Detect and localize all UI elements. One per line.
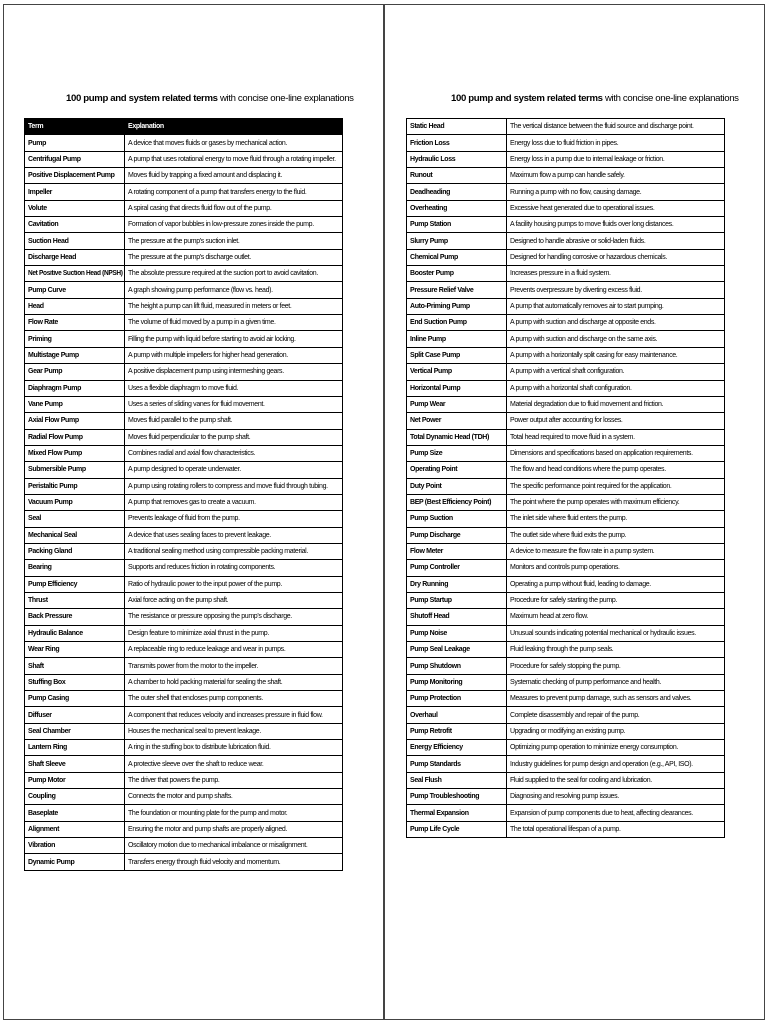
table-row [25,658,343,674]
table-row [407,151,725,167]
explanation-cell: The total operational lifespan of a pump. [507,821,725,837]
explanation-cell: Systematic checking of pump performance and health. [507,674,725,690]
term-cell: Stuffing Box [25,674,125,690]
term-cell: Pump Life Cycle [407,821,507,837]
explanation-cell: Connects the motor and pump shafts. [125,789,343,805]
page-left [3,4,384,1020]
term-cell: Pump Size [407,445,507,461]
table-row [25,298,343,314]
table-row [25,674,343,690]
term-cell: Pump Retrofit [407,723,507,739]
explanation-cell: A pump with multiple impellers for higher head generation. [125,347,343,363]
table-row [25,723,343,739]
table-row [25,396,343,412]
table-row [407,805,725,821]
table-row [407,429,725,445]
table-row [25,805,343,821]
table-row [407,168,725,184]
table-row [25,184,343,200]
explanation-cell: A replaceable ring to reduce leakage and wear in pumps. [125,642,343,658]
term-cell: Hydraulic Balance [25,625,125,641]
term-cell: Peristaltic Pump [25,478,125,494]
table-row [407,217,725,233]
explanation-cell: The resistance or pressure opposing the pump's discharge. [125,609,343,625]
term-cell: Pump Troubleshooting [407,789,507,805]
explanation-cell: A device that moves fluids or gases by mechanical action. [125,135,343,151]
explanation-cell: A protective sleeve over the shaft to reduce wear. [125,756,343,772]
explanation-cell: The height a pump can lift fluid, measured in meters or feet. [125,298,343,314]
page-right [384,4,765,1020]
table-row [407,642,725,658]
term-cell: Diaphragm Pump [25,380,125,396]
term-cell: Runout [407,168,507,184]
table-row [25,854,343,870]
explanation-cell: Ensuring the motor and pump shafts are properly aligned. [125,821,343,837]
header-term: Term [25,119,125,135]
table-row [407,266,725,282]
explanation-cell: Maximum flow a pump can handle safely. [507,168,725,184]
table-row [25,772,343,788]
term-cell: Diffuser [25,707,125,723]
term-cell: Pump Casing [25,691,125,707]
table-row [25,756,343,772]
table-row [407,282,725,298]
term-cell: Pump Efficiency [25,576,125,592]
table-row [25,462,343,478]
page-title-right [451,93,739,104]
explanation-cell: Optimizing pump operation to minimize energy consumption. [507,740,725,756]
explanation-cell: A traditional sealing method using compressible packing material. [125,543,343,559]
explanation-cell: A pump with a horizontally split casing for easy maintenance. [507,347,725,363]
explanation-cell: The inlet side where fluid enters the pump. [507,511,725,527]
table-row [25,642,343,658]
explanation-cell: Running a pump with no flow, causing damage. [507,184,725,200]
table-row [25,217,343,233]
term-cell: Alignment [25,821,125,837]
term-cell: Radial Flow Pump [25,429,125,445]
term-cell: Volute [25,200,125,216]
term-cell: Priming [25,331,125,347]
term-cell: Mechanical Seal [25,527,125,543]
explanation-cell: Measures to prevent pump damage, such as sensors and valves. [507,691,725,707]
term-cell: Seal [25,511,125,527]
table-row [25,838,343,854]
table-row [407,445,725,461]
explanation-cell: Moves fluid perpendicular to the pump shaft. [125,429,343,445]
term-cell: Pump Shutdown [407,658,507,674]
term-cell: Booster Pump [407,266,507,282]
header-explanation: Explanation [125,119,343,135]
explanation-cell: A chamber to hold packing material for sealing the shaft. [125,674,343,690]
explanation-cell: The point where the pump operates with maximum efficiency. [507,494,725,510]
explanation-cell: Designed to handle abrasive or solid-laden fluids. [507,233,725,249]
term-cell: Vacuum Pump [25,494,125,510]
explanation-cell: Uses a flexible diaphragm to move fluid. [125,380,343,396]
table-row [25,151,343,167]
table-row [407,691,725,707]
page-title-left [66,93,354,104]
term-cell: Pump Station [407,217,507,233]
table-row [25,707,343,723]
explanation-cell: Moves fluid by trapping a fixed amount and displacing it. [125,168,343,184]
term-cell: Lantern Ring [25,740,125,756]
term-cell: Pump Curve [25,282,125,298]
term-cell: Flow Meter [407,543,507,559]
explanation-cell: Fluid supplied to the seal for cooling and lubrication. [507,772,725,788]
table-row [407,789,725,805]
term-cell: Gear Pump [25,364,125,380]
term-cell: Pump Discharge [407,527,507,543]
term-cell: Centrifugal Pump [25,151,125,167]
table-row [407,821,725,837]
explanation-cell: The pressure at the pump's discharge outlet. [125,249,343,265]
term-cell: Multistage Pump [25,347,125,363]
table-row [407,413,725,429]
explanation-cell: A pump with a horizontal shaft configuration. [507,380,725,396]
explanation-cell: Moves fluid parallel to the pump shaft. [125,413,343,429]
table-row [407,331,725,347]
term-cell: Vibration [25,838,125,854]
term-cell: Pump Wear [407,396,507,412]
table-row [25,249,343,265]
explanation-cell: A pump designed to operate underwater. [125,462,343,478]
explanation-cell: The vertical distance between the fluid source and discharge point. [507,119,725,135]
explanation-cell: A positive displacement pump using intermeshing gears. [125,364,343,380]
term-cell: Split Case Pump [407,347,507,363]
explanation-cell: Industry guidelines for pump design and operation (e.g., API, ISO). [507,756,725,772]
terms-table-body-right [407,119,725,838]
title-rest: with concise one-line explanations [602,93,739,104]
table-row [25,625,343,641]
table-row [407,772,725,788]
table-row [25,282,343,298]
explanation-cell: Supports and reduces friction in rotating components. [125,560,343,576]
table-row [407,200,725,216]
explanation-cell: A device to measure the flow rate in a pump system. [507,543,725,559]
table-row [407,625,725,641]
table-row [407,674,725,690]
table-row [407,527,725,543]
table-row [407,135,725,151]
term-cell: Positive Displacement Pump [25,168,125,184]
explanation-cell: The outlet side where fluid exits the pump. [507,527,725,543]
term-cell: End Suction Pump [407,315,507,331]
term-cell: Dry Running [407,576,507,592]
term-cell: Slurry Pump [407,233,507,249]
table-row [25,821,343,837]
table-row [25,266,343,282]
explanation-cell: Oscillatory motion due to mechanical imbalance or misalignment. [125,838,343,854]
term-cell: Seal Chamber [25,723,125,739]
explanation-cell: Expansion of pump components due to heat, affecting clearances. [507,805,725,821]
table-row [407,511,725,527]
explanation-cell: A graph showing pump performance (flow vs. head). [125,282,343,298]
table-row [407,543,725,559]
term-cell: Auto-Priming Pump [407,298,507,314]
table-row [407,249,725,265]
term-cell: Overhaul [407,707,507,723]
explanation-cell: Energy loss due to fluid friction in pipes. [507,135,725,151]
term-cell: Pump Startup [407,592,507,608]
table-row [25,429,343,445]
table-row [25,576,343,592]
term-cell: Pressure Relief Valve [407,282,507,298]
table-row [25,511,343,527]
explanation-cell: A pump with suction and discharge at opposite ends. [507,315,725,331]
term-cell: Submersible Pump [25,462,125,478]
explanation-cell: Transfers energy through fluid velocity and momentum. [125,854,343,870]
table-row [407,347,725,363]
table-row [25,527,343,543]
title-bold: 100 pump and system related terms [66,93,218,104]
table-row [407,609,725,625]
table-row [407,462,725,478]
term-cell: BEP (Best Efficiency Point) [407,494,507,510]
table-row [407,184,725,200]
explanation-cell: Dimensions and specifications based on application requirements. [507,445,725,461]
table-row [25,445,343,461]
term-cell: Bearing [25,560,125,576]
explanation-cell: Axial force acting on the pump shaft. [125,592,343,608]
term-cell: Vertical Pump [407,364,507,380]
term-cell: Pump Controller [407,560,507,576]
explanation-cell: Maximum head at zero flow. [507,609,725,625]
term-cell: Shutoff Head [407,609,507,625]
explanation-cell: Operating a pump without fluid, leading to damage. [507,576,725,592]
term-cell: Seal Flush [407,772,507,788]
explanation-cell: Formation of vapor bubbles in low-pressure zones inside the pump. [125,217,343,233]
term-cell: Discharge Head [25,249,125,265]
table-row [25,609,343,625]
term-cell: Duty Point [407,478,507,494]
term-cell: Pump Seal Leakage [407,642,507,658]
term-cell: Head [25,298,125,314]
term-cell: Shaft [25,658,125,674]
explanation-cell: A pump that automatically removes air to start pumping. [507,298,725,314]
table-row [407,592,725,608]
term-cell: Packing Gland [25,543,125,559]
explanation-cell: Procedure for safely starting the pump. [507,592,725,608]
table-row [407,723,725,739]
term-cell: Pump Monitoring [407,674,507,690]
term-cell: Vane Pump [25,396,125,412]
table-row [407,576,725,592]
table-row [407,119,725,135]
explanation-cell: Uses a series of sliding vanes for fluid movement. [125,396,343,412]
term-cell: Wear Ring [25,642,125,658]
explanation-cell: The absolute pressure required at the suction port to avoid cavitation. [125,266,343,282]
table-row [407,478,725,494]
explanation-cell: Combines radial and axial flow characteristics. [125,445,343,461]
explanation-cell: A pump with a vertical shaft configuration. [507,364,725,380]
explanation-cell: Unusual sounds indicating potential mechanical or hydraulic issues. [507,625,725,641]
table-row [407,658,725,674]
explanation-cell: Transmits power from the motor to the impeller. [125,658,343,674]
term-cell: Horizontal Pump [407,380,507,396]
explanation-cell: Increases pressure in a fluid system. [507,266,725,282]
explanation-cell: The outer shell that encloses pump components. [125,691,343,707]
table-row [25,413,343,429]
explanation-cell: The flow and head conditions where the pump operates. [507,462,725,478]
term-cell: Inline Pump [407,331,507,347]
table-row [25,740,343,756]
explanation-cell: Power output after accounting for losses. [507,413,725,429]
term-cell: Pump Noise [407,625,507,641]
table-row [25,364,343,380]
term-cell: Pump Standards [407,756,507,772]
table-row [25,168,343,184]
explanation-cell: Diagnosing and resolving pump issues. [507,789,725,805]
explanation-cell: A pump with suction and discharge on the same axis. [507,331,725,347]
explanation-cell: Upgrading or modifying an existing pump. [507,723,725,739]
explanation-cell: Prevents overpressure by diverting excess fluid. [507,282,725,298]
explanation-cell: A pump using rotating rollers to compress and move fluid through tubing. [125,478,343,494]
table-row [25,233,343,249]
table-header-row [25,119,343,135]
table-row [25,691,343,707]
table-row [25,494,343,510]
terms-table-left [24,118,343,871]
explanation-cell: Procedure for safely stopping the pump. [507,658,725,674]
table-row [25,331,343,347]
explanation-cell: Filling the pump with liquid before starting to avoid air locking. [125,331,343,347]
terms-table-body-left [25,135,343,870]
explanation-cell: A spiral casing that directs fluid flow out of the pump. [125,200,343,216]
table-row [25,347,343,363]
explanation-cell: Energy loss in a pump due to internal leakage or friction. [507,151,725,167]
explanation-cell: The driver that powers the pump. [125,772,343,788]
explanation-cell: A ring in the stuffing box to distribute lubrication fluid. [125,740,343,756]
term-cell: Cavitation [25,217,125,233]
title-bold: 100 pump and system related terms [451,93,603,104]
explanation-cell: Fluid leaking through the pump seals. [507,642,725,658]
term-cell: Baseplate [25,805,125,821]
term-cell: Net Positive Suction Head (NPSH) [25,266,125,282]
table-row [25,315,343,331]
term-cell: Net Power [407,413,507,429]
table-row [407,364,725,380]
term-cell: Shaft Sleeve [25,756,125,772]
table-row [25,543,343,559]
table-row [25,200,343,216]
explanation-cell: Ratio of hydraulic power to the input power of the pump. [125,576,343,592]
term-cell: Pump Motor [25,772,125,788]
title-rest: with concise one-line explanations [217,93,354,104]
explanation-cell: A component that reduces velocity and increases pressure in fluid flow. [125,707,343,723]
explanation-cell: A device that uses sealing faces to prevent leakage. [125,527,343,543]
explanation-cell: Excessive heat generated due to operational issues. [507,200,725,216]
term-cell: Pump Protection [407,691,507,707]
term-cell: Hydraulic Loss [407,151,507,167]
explanation-cell: Design feature to minimize axial thrust in the pump. [125,625,343,641]
table-row [25,789,343,805]
term-cell: Pump Suction [407,511,507,527]
table-row [25,592,343,608]
terms-table-right [406,118,725,838]
term-cell: Impeller [25,184,125,200]
term-cell: Overheating [407,200,507,216]
explanation-cell: Designed for handling corrosive or hazardous chemicals. [507,249,725,265]
explanation-cell: Monitors and controls pump operations. [507,560,725,576]
explanation-cell: The volume of fluid moved by a pump in a given time. [125,315,343,331]
table-row [407,233,725,249]
table-row [25,380,343,396]
table-row [25,478,343,494]
term-cell: Back Pressure [25,609,125,625]
explanation-cell: A pump that removes gas to create a vacuum. [125,494,343,510]
term-cell: Chemical Pump [407,249,507,265]
table-row [407,380,725,396]
explanation-cell: Complete disassembly and repair of the pump. [507,707,725,723]
term-cell: Deadheading [407,184,507,200]
term-cell: Thermal Expansion [407,805,507,821]
term-cell: Mixed Flow Pump [25,445,125,461]
term-cell: Suction Head [25,233,125,249]
table-row [407,707,725,723]
explanation-cell: Houses the mechanical seal to prevent leakage. [125,723,343,739]
term-cell: Energy Efficiency [407,740,507,756]
table-row [407,756,725,772]
term-cell: Flow Rate [25,315,125,331]
explanation-cell: A pump that uses rotational energy to move fluid through a rotating impeller. [125,151,343,167]
table-row [407,315,725,331]
explanation-cell: A facility housing pumps to move fluids over long distances. [507,217,725,233]
term-cell: Operating Point [407,462,507,478]
explanation-cell: Material degradation due to fluid movement and friction. [507,396,725,412]
table-row [407,396,725,412]
term-cell: Friction Loss [407,135,507,151]
explanation-cell: The specific performance point required for the application. [507,478,725,494]
table-row [25,560,343,576]
term-cell: Thrust [25,592,125,608]
explanation-cell: Prevents leakage of fluid from the pump. [125,511,343,527]
term-cell: Static Head [407,119,507,135]
term-cell: Dynamic Pump [25,854,125,870]
explanation-cell: The pressure at the pump's suction inlet. [125,233,343,249]
term-cell: Axial Flow Pump [25,413,125,429]
term-cell: Total Dynamic Head (TDH) [407,429,507,445]
table-row [407,298,725,314]
explanation-cell: The foundation or mounting plate for the pump and motor. [125,805,343,821]
explanation-cell: Total head required to move fluid in a system. [507,429,725,445]
table-row [25,135,343,151]
table-row [407,740,725,756]
table-row [407,560,725,576]
term-cell: Coupling [25,789,125,805]
term-cell: Pump [25,135,125,151]
explanation-cell: A rotating component of a pump that transfers energy to the fluid. [125,184,343,200]
table-row [407,494,725,510]
